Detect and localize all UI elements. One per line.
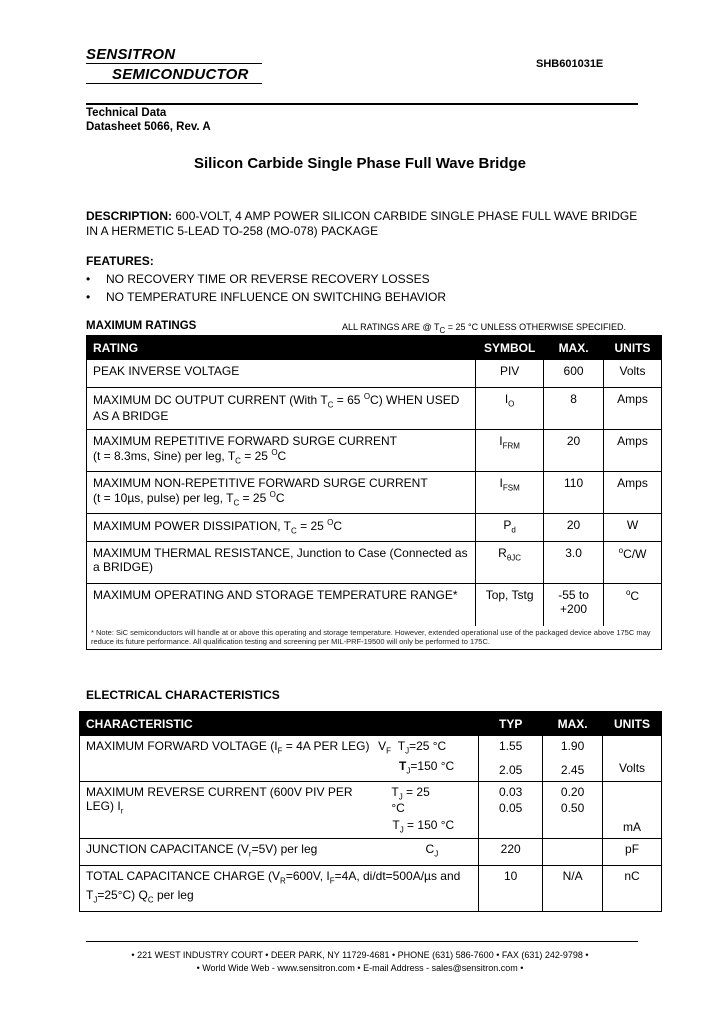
electrical-heading: ELECTRICAL CHARACTERISTICS (86, 688, 280, 702)
characteristic-cell: MAXIMUM FORWARD VOLTAGE ($I_F = 4A$ PER LEG) $V_F$ $T_J=25$ °C $T_J=150$ °C (80, 736, 479, 782)
units-cell: $^o$C/W (604, 542, 662, 584)
units-cell: W (604, 514, 662, 542)
description (86, 209, 646, 239)
rating-cell: MAXIMUM THERMAL RESISTANCE, Junction to Case (Connected as a BRIDGE) (87, 542, 476, 584)
table-row (80, 838, 662, 865)
datasheet-label: Datasheet 5066, Rev. A (86, 121, 211, 133)
max-cell: 20 (544, 430, 604, 472)
footer-web: • World Wide Web - www.sensitron.com • E-mail Address - sales@sensitron.com • (196, 963, 524, 973)
footer-address: • 221 WEST INDUSTRY COURT • DEER PARK, NY 11729-4681 • PHONE (631) 586-7600 • FAX (631) 242-9798 • (131, 950, 589, 960)
table-header-row (87, 336, 662, 360)
table-row (80, 736, 662, 782)
symbol-cell: PIV (476, 360, 544, 388)
typ-cell: 1.55 2.05 (479, 736, 543, 782)
table-row (87, 430, 662, 472)
technical-data-label: Technical Data (86, 107, 167, 119)
feature-item (86, 290, 446, 304)
column-header: TYP (479, 712, 543, 736)
characteristic-cell: TOTAL CAPACITANCE CHARGE ($V_R=600V$, $I_F=4A$, di/dt=500A/µs and $T_J=25^\circ C$) $Q_C$ per leg (80, 865, 479, 911)
page-title: Silicon Carbide Single Phase Full Wave Bridge (193, 155, 527, 172)
units-cell: Amps (604, 388, 662, 430)
column-header: MAX. (544, 336, 604, 360)
footnote: * Note: SiC semiconductors will handle at or above this operating and storage temperature. However, extended operational use of the packaged device above 175C may reduce its future performance. All qualification testing and screening per MIL-PRF-19500 will only be performed to 175C. (87, 626, 662, 650)
units-cell: pF (603, 838, 662, 865)
feature-item (86, 272, 430, 286)
bullet-icon: • (86, 290, 91, 304)
table-row (80, 865, 662, 911)
max-cell: -55 to +200 (544, 584, 604, 626)
table-row (87, 626, 662, 650)
max-cell: 3.0 (544, 542, 604, 584)
max-ratings-note: ALL RATINGS ARE @ $T_C = 25$ °C UNLESS OTHERWISE SPECIFIED. (342, 322, 627, 335)
technical-data-block (86, 106, 211, 134)
max-ratings-heading: MAXIMUM RATINGS (86, 320, 197, 332)
table-header-row (80, 712, 662, 736)
max-cell (543, 838, 603, 865)
table-row (87, 584, 662, 626)
symbol-cell: $I_{FRM}$ (476, 430, 544, 472)
max-cell: 0.20 0.50 (543, 782, 603, 839)
table-row (87, 514, 662, 542)
rating-cell: MAXIMUM DC OUTPUT CURRENT (With $T_C = 65$ $^O$C) WHEN USED AS A BRIDGE (87, 388, 476, 430)
description-label: DESCRIPTION: (86, 209, 173, 223)
bullet-icon: • (86, 272, 91, 286)
logo-line-semiconductor: SEMICONDUCTOR (112, 66, 249, 83)
units-cell: mA (603, 782, 662, 839)
table-row (87, 542, 662, 584)
max-cell: 1.90 2.45 (543, 736, 603, 782)
rating-cell: PEAK INVERSE VOLTAGE (87, 360, 476, 388)
units-cell: nC (603, 865, 662, 911)
column-header: CHARACTERISTIC (80, 712, 479, 736)
symbol-cell: $R_{\theta JC}$ (476, 542, 544, 584)
rating-cell: MAXIMUM OPERATING AND STORAGE TEMPERATURE RANGE* (87, 584, 476, 626)
description-text: 600-VOLT, 4 AMP POWER SILICON CARBIDE SINGLE PHASE FULL WAVE BRIDGE IN A HERMETIC 5-LEAD TO-258 (MO-078) PACKAGE (86, 209, 638, 238)
typ-cell: 220 (479, 838, 543, 865)
symbol-cell: $I_{FSM}$ (476, 472, 544, 514)
max-cell: 110 (544, 472, 604, 514)
table-row (87, 472, 662, 514)
characteristic-cell: JUNCTION CAPACITANCE $(V_r=5V)$ per leg $C_J$ (80, 838, 479, 865)
symbol-cell: Top, Tstg (476, 584, 544, 626)
part-number: SHB601031E (536, 58, 604, 70)
units-cell: Amps (604, 472, 662, 514)
logo-underline-2 (86, 83, 262, 84)
table-row (87, 388, 662, 430)
rating-cell: MAXIMUM REPETITIVE FORWARD SURGE CURRENT (t = 8.3ms, Sine) per leg, $T_C = 25$ $^O$C (87, 430, 476, 472)
feature-text: NO TEMPERATURE INFLUENCE ON SWITCHING BEHAVIOR (106, 290, 447, 304)
column-header: MAX. (543, 712, 603, 736)
units-cell: Amps (604, 430, 662, 472)
units-cell: $^o$C (604, 584, 662, 626)
symbol-cell: $I_O$ (476, 388, 544, 430)
typ-cell: 10 (479, 865, 543, 911)
feature-text: NO RECOVERY TIME OR REVERSE RECOVERY LOSSES (106, 272, 430, 286)
features-heading: FEATURES: (86, 254, 154, 268)
characteristic-cell: MAXIMUM REVERSE CURRENT (600V PIV PER LEG) $I_r$ $T_J = 25$ °C $T_J = 150$ °C (80, 782, 479, 839)
max-cell: 8 (544, 388, 604, 430)
logo-line-sensitron: SENSITRON (86, 46, 176, 63)
column-header: RATING (87, 336, 476, 360)
max-cell: 600 (544, 360, 604, 388)
electrical-table (79, 711, 662, 912)
max-ratings-table (86, 335, 662, 650)
header-divider (86, 103, 638, 105)
column-header: SYMBOL (476, 336, 544, 360)
column-header: UNITS (603, 712, 662, 736)
table-row (87, 360, 662, 388)
rating-cell: MAXIMUM POWER DISSIPATION, $T_C = 25$ $^O$C (87, 514, 476, 542)
units-cell: Volts (603, 736, 662, 782)
max-cell: N/A (543, 865, 603, 911)
rating-cell: MAXIMUM NON-REPETITIVE FORWARD SURGE CURRENT (t = 10µs, pulse) per leg, $T_C = 25$ $^O$C (87, 472, 476, 514)
table-row (80, 782, 662, 839)
logo-underline-1 (86, 63, 262, 64)
column-header: UNITS (604, 336, 662, 360)
typ-cell: 0.03 0.05 (479, 782, 543, 839)
units-cell: Volts (604, 360, 662, 388)
symbol-cell: $P_d$ (476, 514, 544, 542)
footer-divider (86, 941, 638, 942)
max-cell: 20 (544, 514, 604, 542)
